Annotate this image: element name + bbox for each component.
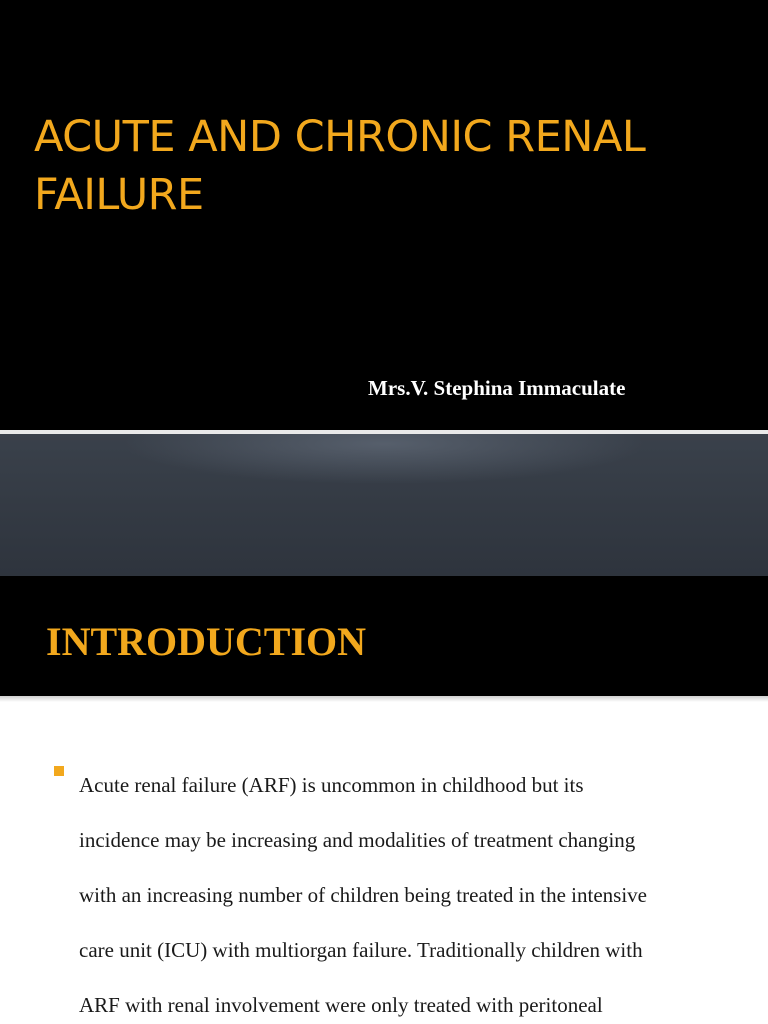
author-name: Mrs.V. Stephina Immaculate (368, 376, 626, 400)
bullet-line: Acute renal failure (ARF) is uncommon in childhood but its (79, 773, 584, 797)
title-slide (0, 0, 768, 430)
bullet-line: ARF with renal involvement were only treated with peritoneal (79, 993, 603, 1017)
slide-title: INTRODUCTION (46, 619, 367, 664)
title-line: FAILURE (34, 170, 204, 220)
bullet-line: with an increasing number of children being treated in the intensive (79, 883, 647, 907)
bullet-square-icon (54, 766, 64, 776)
bullet-paragraph (79, 758, 719, 1024)
slide-top-band (0, 434, 768, 576)
bullet-line: care unit (ICU) with multiorgan failure. Traditionally children with (79, 938, 643, 962)
presentation-title (34, 108, 754, 224)
bullet-line: incidence may be increasing and modalities of treatment changing (79, 828, 636, 852)
title-line: ACUTE AND CHRONIC RENAL (34, 112, 646, 162)
